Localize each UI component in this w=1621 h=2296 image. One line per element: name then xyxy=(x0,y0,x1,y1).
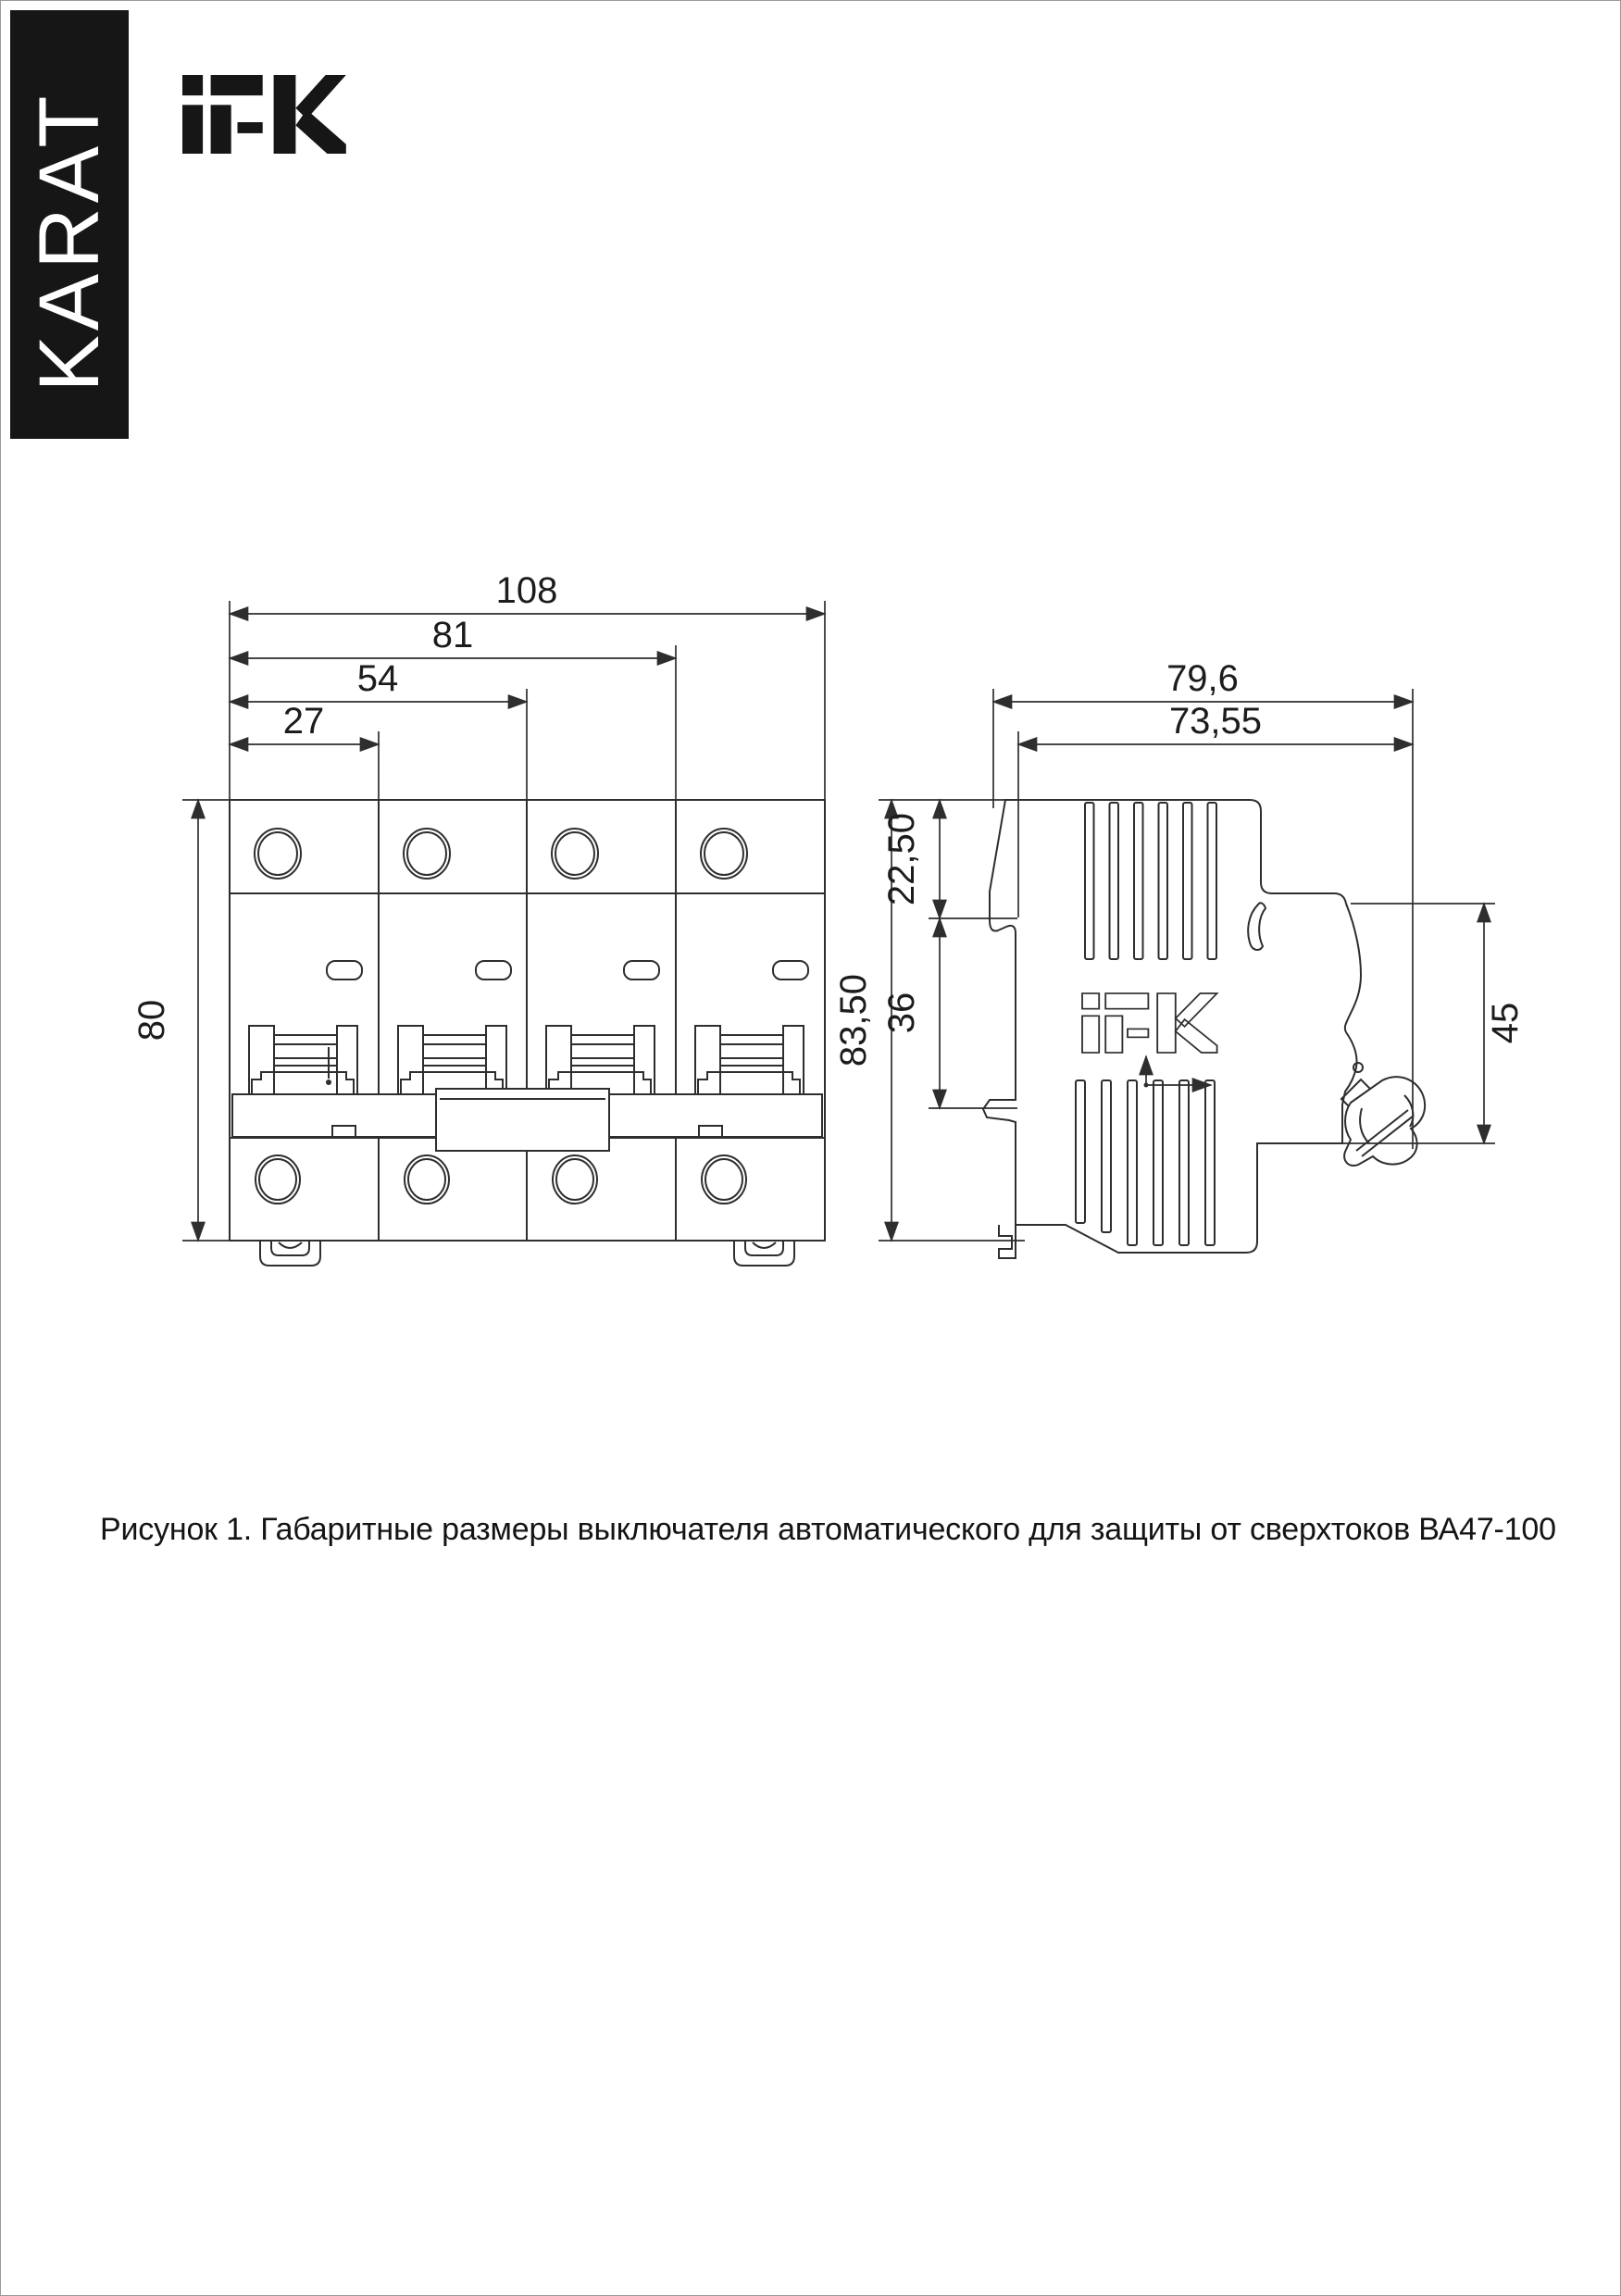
upper-ribs xyxy=(1085,803,1216,959)
dim-54-label: 54 xyxy=(356,658,399,699)
grip-slot xyxy=(1248,903,1266,950)
toggle-pivot xyxy=(1353,1063,1363,1072)
figure-caption: Рисунок 1. Габаритные размеры выключателя автоматического для защиты от сверхтоков ВА47-100 xyxy=(100,1512,1556,1547)
dim-79-6-label: 79,6 xyxy=(1166,658,1239,699)
mounting-tab-left xyxy=(260,1241,320,1266)
dim-22-50-label: 22,50 xyxy=(881,812,922,906)
embossed-iek-logo xyxy=(1082,993,1217,1053)
dim-83-50-label: 83,50 xyxy=(833,973,874,1067)
front-view xyxy=(230,800,825,1266)
dim-27-label: 27 xyxy=(282,701,325,742)
lower-ribs xyxy=(1076,1080,1215,1245)
technical-drawing xyxy=(1,1,1621,2296)
pole-4 xyxy=(695,829,808,1204)
side-view xyxy=(983,800,1425,1258)
iek-logo xyxy=(182,75,346,154)
pole-1 xyxy=(249,829,362,1204)
dim-73-55-label: 73,55 xyxy=(1168,701,1263,742)
dim-36-label: 36 xyxy=(881,992,922,1034)
dim-108-label: 108 xyxy=(495,570,558,611)
dim-45-label: 45 xyxy=(1485,1002,1526,1044)
side-body-outline xyxy=(983,800,1361,1253)
karat-sidebar-label: KARAT xyxy=(21,91,117,393)
dim-81-label: 81 xyxy=(431,615,474,655)
dim-80-label: 80 xyxy=(131,999,172,1042)
mounting-tab-right xyxy=(734,1241,794,1266)
